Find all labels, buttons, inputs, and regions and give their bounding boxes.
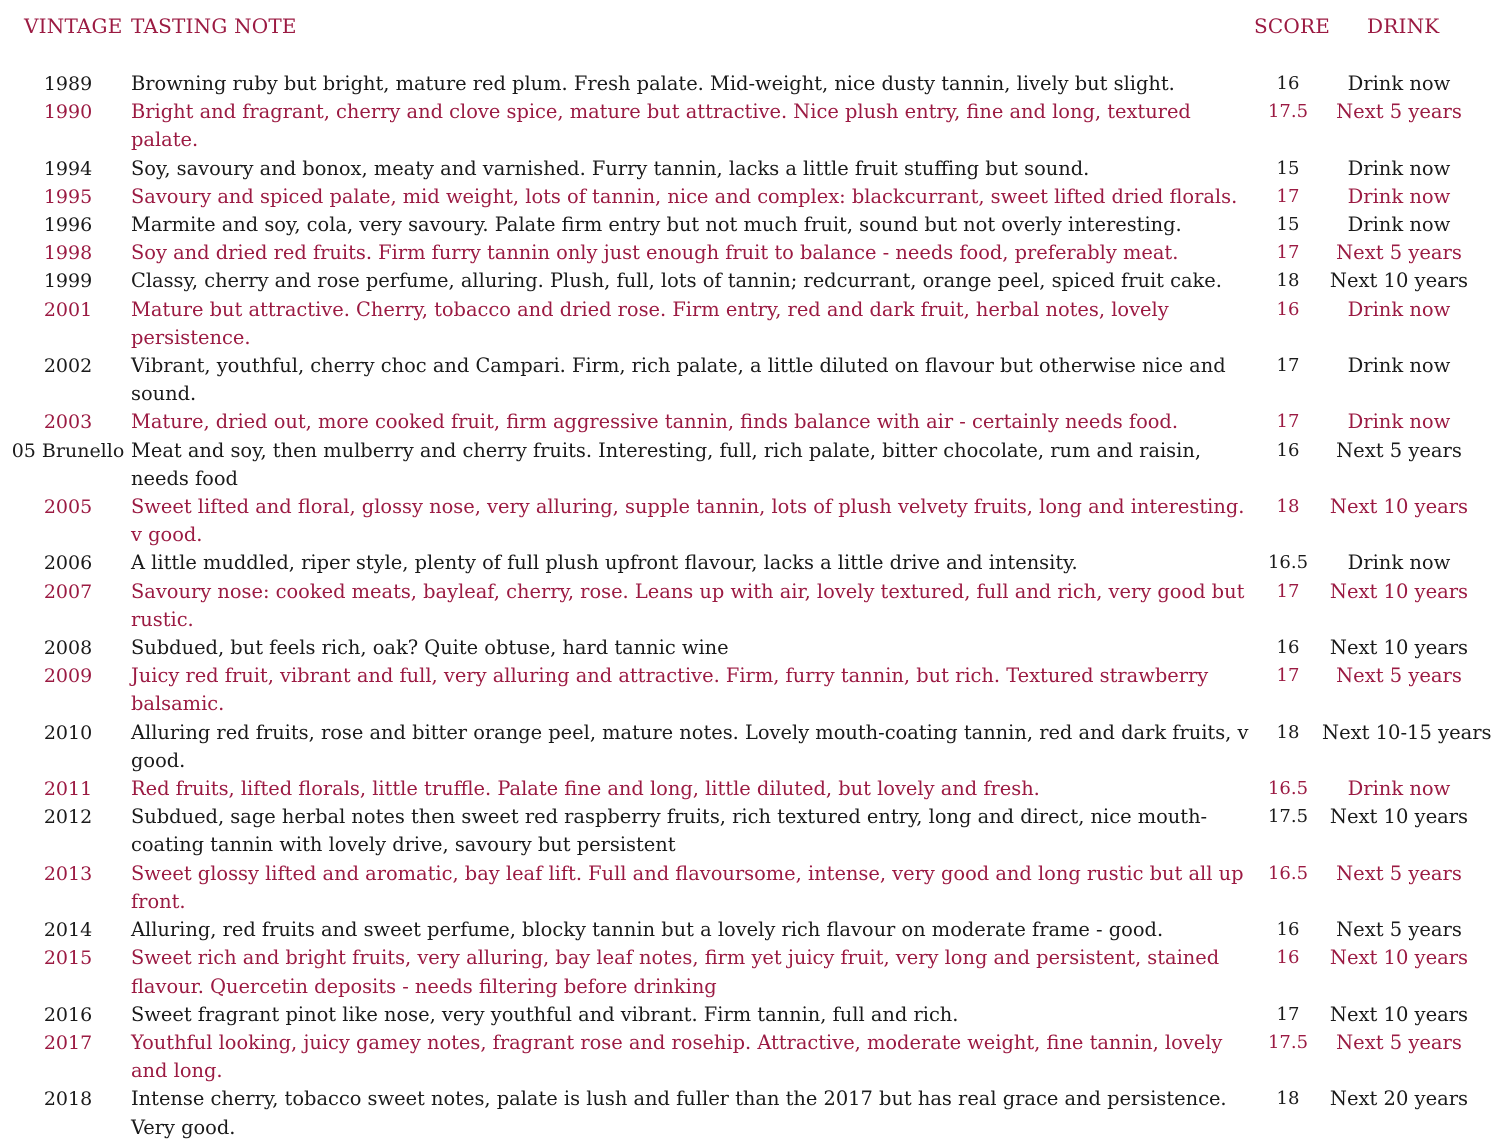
table-row bbox=[0, 1029, 1500, 1085]
table-row bbox=[0, 775, 1500, 803]
tasting-note-cell: Soy, savoury and bonox, meaty and varnished. Furry tannin, lacks a little fruit stuffing but sound. bbox=[131, 156, 1090, 180]
drink-cell: Drink now bbox=[1347, 184, 1451, 208]
table-row bbox=[0, 98, 1500, 154]
score-cell: 17 bbox=[1276, 185, 1300, 207]
tasting-note-cell: Classy, cherry and rose perfume, alluring. Plush, full, lots of tannin; redcurrant, orange peel, spiced fruit cake. bbox=[131, 269, 1222, 293]
drink-cell: Next 5 years bbox=[1336, 100, 1462, 124]
vintage-cell: 2006 bbox=[43, 552, 93, 575]
vintage-cell: 2016 bbox=[43, 1003, 93, 1026]
drink-cell: Next 10 years bbox=[1329, 946, 1469, 970]
table-row bbox=[0, 352, 1500, 408]
score-cell: 17 bbox=[1276, 242, 1300, 264]
tasting-note-cell: Savoury nose: cooked meats, bayleaf, cherry, rose. Leans up with air, lovely textured, full and rich, very good but rustic. bbox=[131, 579, 1245, 631]
drink-cell: Next 10 years bbox=[1329, 269, 1469, 293]
tasting-note-cell: Red fruits, lifted florals, little truffle. Palate fine and long, little diluted, but lovely and fresh. bbox=[131, 777, 1040, 801]
header-tasting-note: TASTING NOTE bbox=[131, 14, 297, 38]
drink-cell: Next 10-15 years bbox=[1322, 720, 1492, 744]
tasting-note-cell: Marmite and soy, cola, very savoury. Palate firm entry but not much fruit, sound but not overly interesting. bbox=[131, 213, 1182, 237]
drink-cell: Next 10 years bbox=[1329, 1002, 1469, 1026]
drink-cell: Drink now bbox=[1347, 213, 1451, 237]
tasting-note-cell: Mature but attractive. Cherry, tobacco and dried rose. Firm entry, red and dark fruit, herbal notes, lovely persistence. bbox=[131, 297, 1169, 349]
tasting-note-cell: Sweet lifted and floral, glossy nose, very alluring, supple tannin, lots of plush velvety fruits, long and interesting. v good. bbox=[131, 495, 1245, 547]
drink-cell: Next 5 years bbox=[1336, 861, 1462, 885]
score-cell: 18 bbox=[1276, 1088, 1300, 1110]
table-row bbox=[0, 719, 1500, 775]
tasting-note-cell: Soy and dried red fruits. Firm furry tannin only just enough fruit to balance - needs food, preferably meat. bbox=[131, 241, 1179, 265]
drink-cell: Next 5 years bbox=[1336, 438, 1462, 462]
vintage-cell: 2003 bbox=[43, 411, 93, 434]
drink-cell: Drink now bbox=[1347, 551, 1451, 575]
table-row bbox=[0, 267, 1500, 295]
vintage-cell: 2017 bbox=[43, 1031, 93, 1054]
vintage-cell: 1989 bbox=[43, 73, 93, 95]
table-row bbox=[0, 296, 1500, 352]
vintage-cell: 2007 bbox=[43, 580, 93, 603]
vintage-cell: 2008 bbox=[43, 637, 93, 660]
score-cell: 17 bbox=[1276, 355, 1300, 377]
table-row bbox=[0, 493, 1500, 549]
vintage-cell: 2005 bbox=[43, 496, 93, 519]
score-cell: 17.5 bbox=[1267, 101, 1309, 123]
drink-cell: Next 5 years bbox=[1336, 241, 1462, 265]
vintage-cell: 2009 bbox=[43, 665, 93, 688]
tasting-note-cell: Intense cherry, tobacco sweet notes, palate is lush and fuller than the 2017 but has real grace and persistence. Very good. bbox=[131, 1087, 1227, 1139]
tasting-note-cell: Sweet fragrant pinot like nose, very youthful and vibrant. Firm tannin, full and rich. bbox=[131, 1002, 959, 1026]
vintage-cell: 1990 bbox=[43, 101, 93, 124]
table-row bbox=[0, 916, 1500, 944]
score-cell: 16 bbox=[1276, 439, 1300, 461]
vintage-cell: 2014 bbox=[43, 919, 93, 942]
tasting-note-cell: Bright and fragrant, cherry and clove spice, mature but attractive. Nice plush entry, fine and long, textured palate. bbox=[131, 100, 1191, 152]
score-cell: 15 bbox=[1276, 157, 1300, 179]
score-cell: 18 bbox=[1276, 270, 1300, 292]
score-cell: 17.5 bbox=[1267, 1031, 1309, 1053]
drink-cell: Next 10 years bbox=[1329, 805, 1469, 829]
score-cell: 16 bbox=[1276, 298, 1300, 320]
header-score: SCORE bbox=[1254, 14, 1331, 38]
tasting-note-cell: Sweet rich and bright fruits, very alluring, bay leaf notes, firm yet juicy fruit, very long and persistent, stained flavour. Quercetin deposits - needs filtering before drinking bbox=[131, 946, 1220, 998]
table-row bbox=[0, 1085, 1500, 1141]
table-row bbox=[0, 211, 1500, 239]
tasting-note-cell: Subdued, but feels rich, oak? Quite obtuse, hard tannic wine bbox=[131, 636, 729, 660]
drink-cell: Drink now bbox=[1347, 354, 1451, 378]
table-row bbox=[0, 1001, 1500, 1029]
score-cell: 16.5 bbox=[1267, 552, 1309, 574]
score-cell: 16 bbox=[1276, 637, 1300, 659]
tasting-note-cell: A little muddled, riper style, plenty of full plush upfront flavour, lacks a little drive and intensity. bbox=[131, 551, 1078, 575]
vintage-cell: 2010 bbox=[43, 721, 93, 744]
tasting-note-cell: Alluring, red fruits and sweet perfume, blocky tannin but a lovely rich flavour on moderate frame - good. bbox=[131, 918, 1164, 942]
vintage-cell: 2018 bbox=[43, 1088, 93, 1111]
score-cell: 16.5 bbox=[1267, 778, 1309, 800]
tasting-note-cell: Juicy red fruit, vibrant and full, very alluring and attractive. Firm, furry tannin, but rich. Textured strawberry balsamic. bbox=[131, 664, 1209, 716]
vintage-cell: 2002 bbox=[43, 355, 93, 378]
table-row bbox=[0, 944, 1500, 1000]
table-header bbox=[0, 14, 1500, 44]
score-cell: 16.5 bbox=[1267, 862, 1309, 884]
table-row bbox=[0, 155, 1500, 183]
vintage-cell: 2011 bbox=[43, 778, 93, 801]
table-row bbox=[0, 634, 1500, 662]
header-vintage: VINTAGE bbox=[24, 14, 123, 38]
vintage-cell: 2012 bbox=[43, 806, 93, 829]
tasting-note-cell: Vibrant, youthful, cherry choc and Campari. Firm, rich palate, a little diluted on flavour but otherwise nice and sound. bbox=[131, 354, 1226, 406]
score-cell: 16 bbox=[1276, 947, 1300, 969]
table-row bbox=[0, 183, 1500, 211]
score-cell: 18 bbox=[1276, 496, 1300, 518]
tasting-note-cell: Meat and soy, then mulberry and cherry fruits. Interesting, full, rich palate, bitter chocolate, rum and raisin, needs food bbox=[131, 438, 1201, 490]
vintage-cell: 1994 bbox=[43, 157, 93, 180]
tasting-note-cell: Sweet glossy lifted and aromatic, bay leaf lift. Full and flavoursome, intense, very good and long rustic but all up front. bbox=[131, 861, 1244, 913]
header-drink: DRINK bbox=[1367, 14, 1440, 38]
score-cell: 16 bbox=[1276, 73, 1300, 94]
table-row bbox=[0, 437, 1500, 493]
table-row bbox=[0, 803, 1500, 859]
drink-cell: Drink now bbox=[1347, 156, 1451, 180]
tasting-note-cell: Subdued, sage herbal notes then sweet red raspberry fruits, rich textured entry, long and direct, nice mouth-coating tannin with lovely drive, savoury but persistent bbox=[131, 805, 1208, 857]
score-cell: 17 bbox=[1276, 580, 1300, 602]
score-cell: 17 bbox=[1276, 411, 1300, 433]
drink-cell: Next 5 years bbox=[1336, 664, 1462, 688]
drink-cell: Drink now bbox=[1347, 72, 1451, 95]
drink-cell: Next 10 years bbox=[1329, 495, 1469, 519]
drink-cell: Next 5 years bbox=[1336, 1030, 1462, 1054]
score-cell: 17.5 bbox=[1267, 806, 1309, 828]
drink-cell: Drink now bbox=[1347, 297, 1451, 321]
vintage-cell: 2015 bbox=[43, 947, 93, 970]
vintage-cell: 1998 bbox=[43, 242, 93, 265]
score-cell: 17 bbox=[1276, 665, 1300, 687]
score-cell: 17 bbox=[1276, 1003, 1300, 1025]
table-row bbox=[0, 549, 1500, 577]
table-row bbox=[0, 408, 1500, 436]
drink-cell: Next 5 years bbox=[1336, 918, 1462, 942]
score-cell: 16 bbox=[1276, 919, 1300, 941]
tasting-note-cell: Savoury and spiced palate, mid weight, lots of tannin, nice and complex: blackcurrant, sweet lifted dried florals. bbox=[131, 184, 1238, 208]
drink-cell: Drink now bbox=[1347, 777, 1451, 801]
drink-cell: Next 20 years bbox=[1329, 1087, 1469, 1111]
tasting-note-cell: Browning ruby but bright, mature red plum. Fresh palate. Mid-weight, nice dusty tannin, lively but slight. bbox=[131, 72, 1175, 95]
vintage-cell: 2013 bbox=[43, 862, 93, 885]
vintage-cell: 1995 bbox=[43, 185, 93, 208]
score-cell: 15 bbox=[1276, 214, 1300, 236]
tasting-notes-table bbox=[0, 70, 1500, 1142]
vintage-cell: 1999 bbox=[43, 270, 93, 293]
vintage-cell: 05 Brunello bbox=[11, 439, 125, 462]
table-row bbox=[0, 860, 1500, 916]
drink-cell: Drink now bbox=[1347, 410, 1451, 434]
drink-cell: Next 10 years bbox=[1329, 579, 1469, 603]
tasting-note-cell: Youthful looking, juicy gamey notes, fragrant rose and rosehip. Attractive, moderate weight, fine tannin, lovely and long. bbox=[131, 1030, 1223, 1083]
score-cell: 18 bbox=[1276, 721, 1300, 743]
tasting-note-cell: Alluring red fruits, rose and bitter orange peel, mature notes. Lovely mouth-coating tannin, red and dark fruits, v good. bbox=[131, 720, 1249, 772]
vintage-cell: 2001 bbox=[43, 298, 93, 321]
table-row bbox=[0, 239, 1500, 267]
tasting-note-cell: Mature, dried out, more cooked fruit, firm aggressive tannin, finds balance with air - certainly needs food. bbox=[131, 410, 1179, 434]
vintage-cell: 1996 bbox=[43, 214, 93, 237]
table-row bbox=[0, 578, 1500, 634]
table-row bbox=[0, 662, 1500, 718]
table-row bbox=[0, 70, 1500, 98]
drink-cell: Next 10 years bbox=[1329, 636, 1469, 660]
